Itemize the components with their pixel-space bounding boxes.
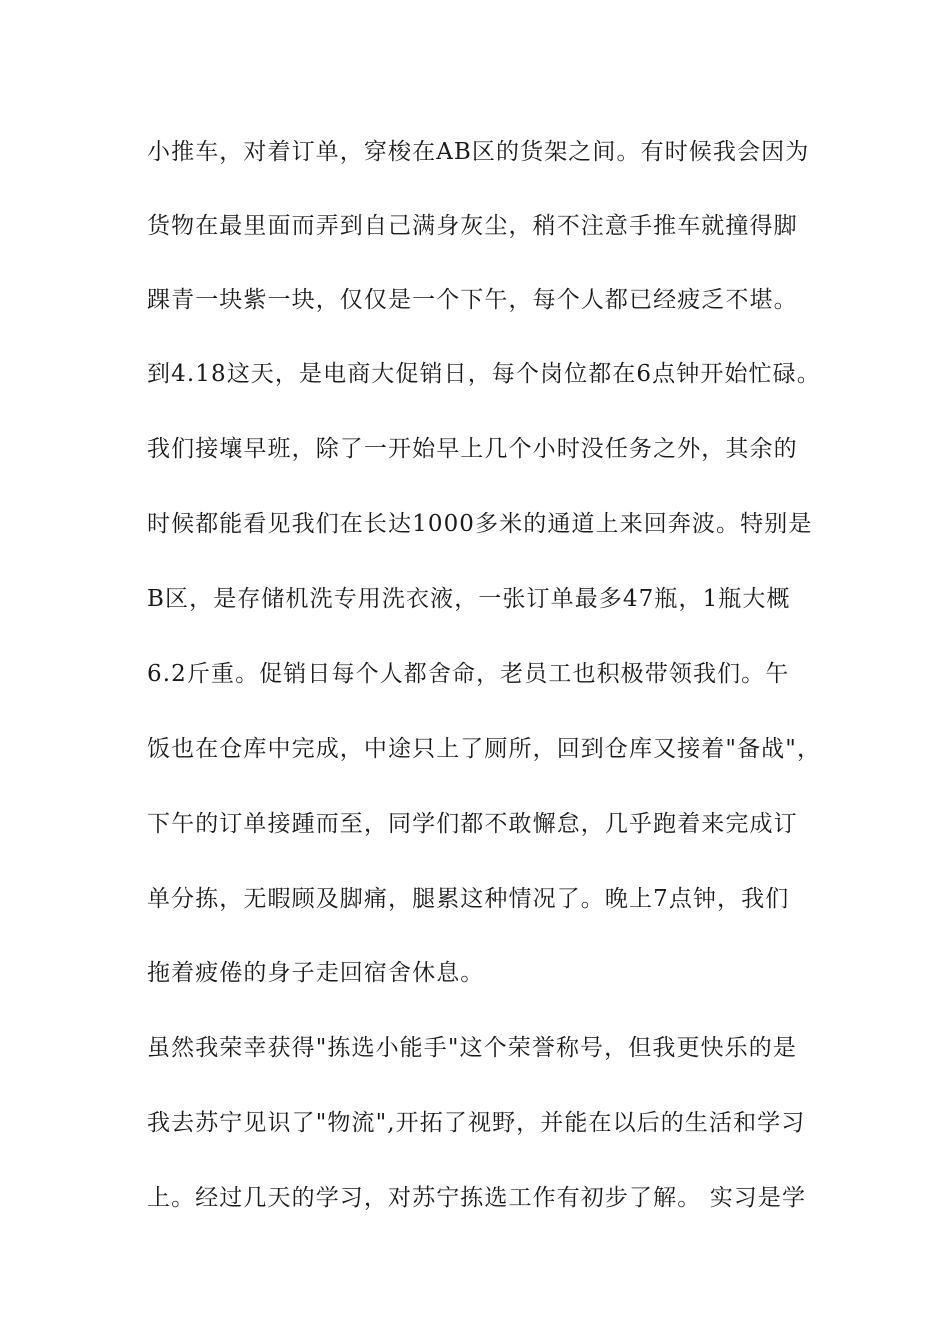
text-line-12: 拖着疲倦的身子走回宿舍休息。 — [147, 960, 485, 986]
text-line-15: 上。经过几天的学习，对苏宁拣选工作有初步了解。 实习是学 — [147, 1185, 807, 1211]
text-line-4: 到4.18这天，是电商大促销日，每个岗位都在6点钟开始忙碌。 — [147, 361, 821, 387]
text-line-3: 踝青一块紫一块，仅仅是一个下午，每个人都已经疲乏不堪。 — [147, 287, 798, 313]
text-line-11: 单分拣，无暇顾及脚痛，腿累这种情况了。晚上7点钟，我们 — [147, 886, 790, 912]
text-line-2: 货物在最里面而弄到自己满身灰尘，稍不注意手推车就撞得脚 — [147, 213, 798, 239]
text-line-10: 下午的订单接踵而至，同学们都不敢懈怠，几乎跑着来完成订 — [147, 811, 798, 837]
text-line-9: 饭也在仓库中完成，中途只上了厕所，回到仓库又接着"备战"， — [147, 736, 822, 762]
text-line-1: 小推车，对着订单，穿梭在AB区的货架之间。有时候我会因为 — [147, 139, 810, 165]
text-line-8: 6.2斤重。促销日每个人都舍命，老员工也积极带领我们。午 — [147, 661, 790, 687]
text-line-6: 时候都能看见我们在长达1000多米的通道上来回奔波。特别是 — [147, 511, 813, 537]
text-line-7: B区，是存储机洗专用洗衣液，一张订单最多47瓶，1瓶大概 — [147, 586, 791, 612]
text-line-13: 虽然我荣幸获得"拣选小能手"这个荣誉称号，但我更快乐的是 — [147, 1035, 797, 1061]
text-line-14: 我去苏宁见识了"物流",开拓了视野，并能在以后的生活和学习 — [147, 1110, 806, 1136]
text-line-5: 我们接壤早班，除了一开始早上几个小时没任务之外，其余的 — [147, 436, 798, 462]
